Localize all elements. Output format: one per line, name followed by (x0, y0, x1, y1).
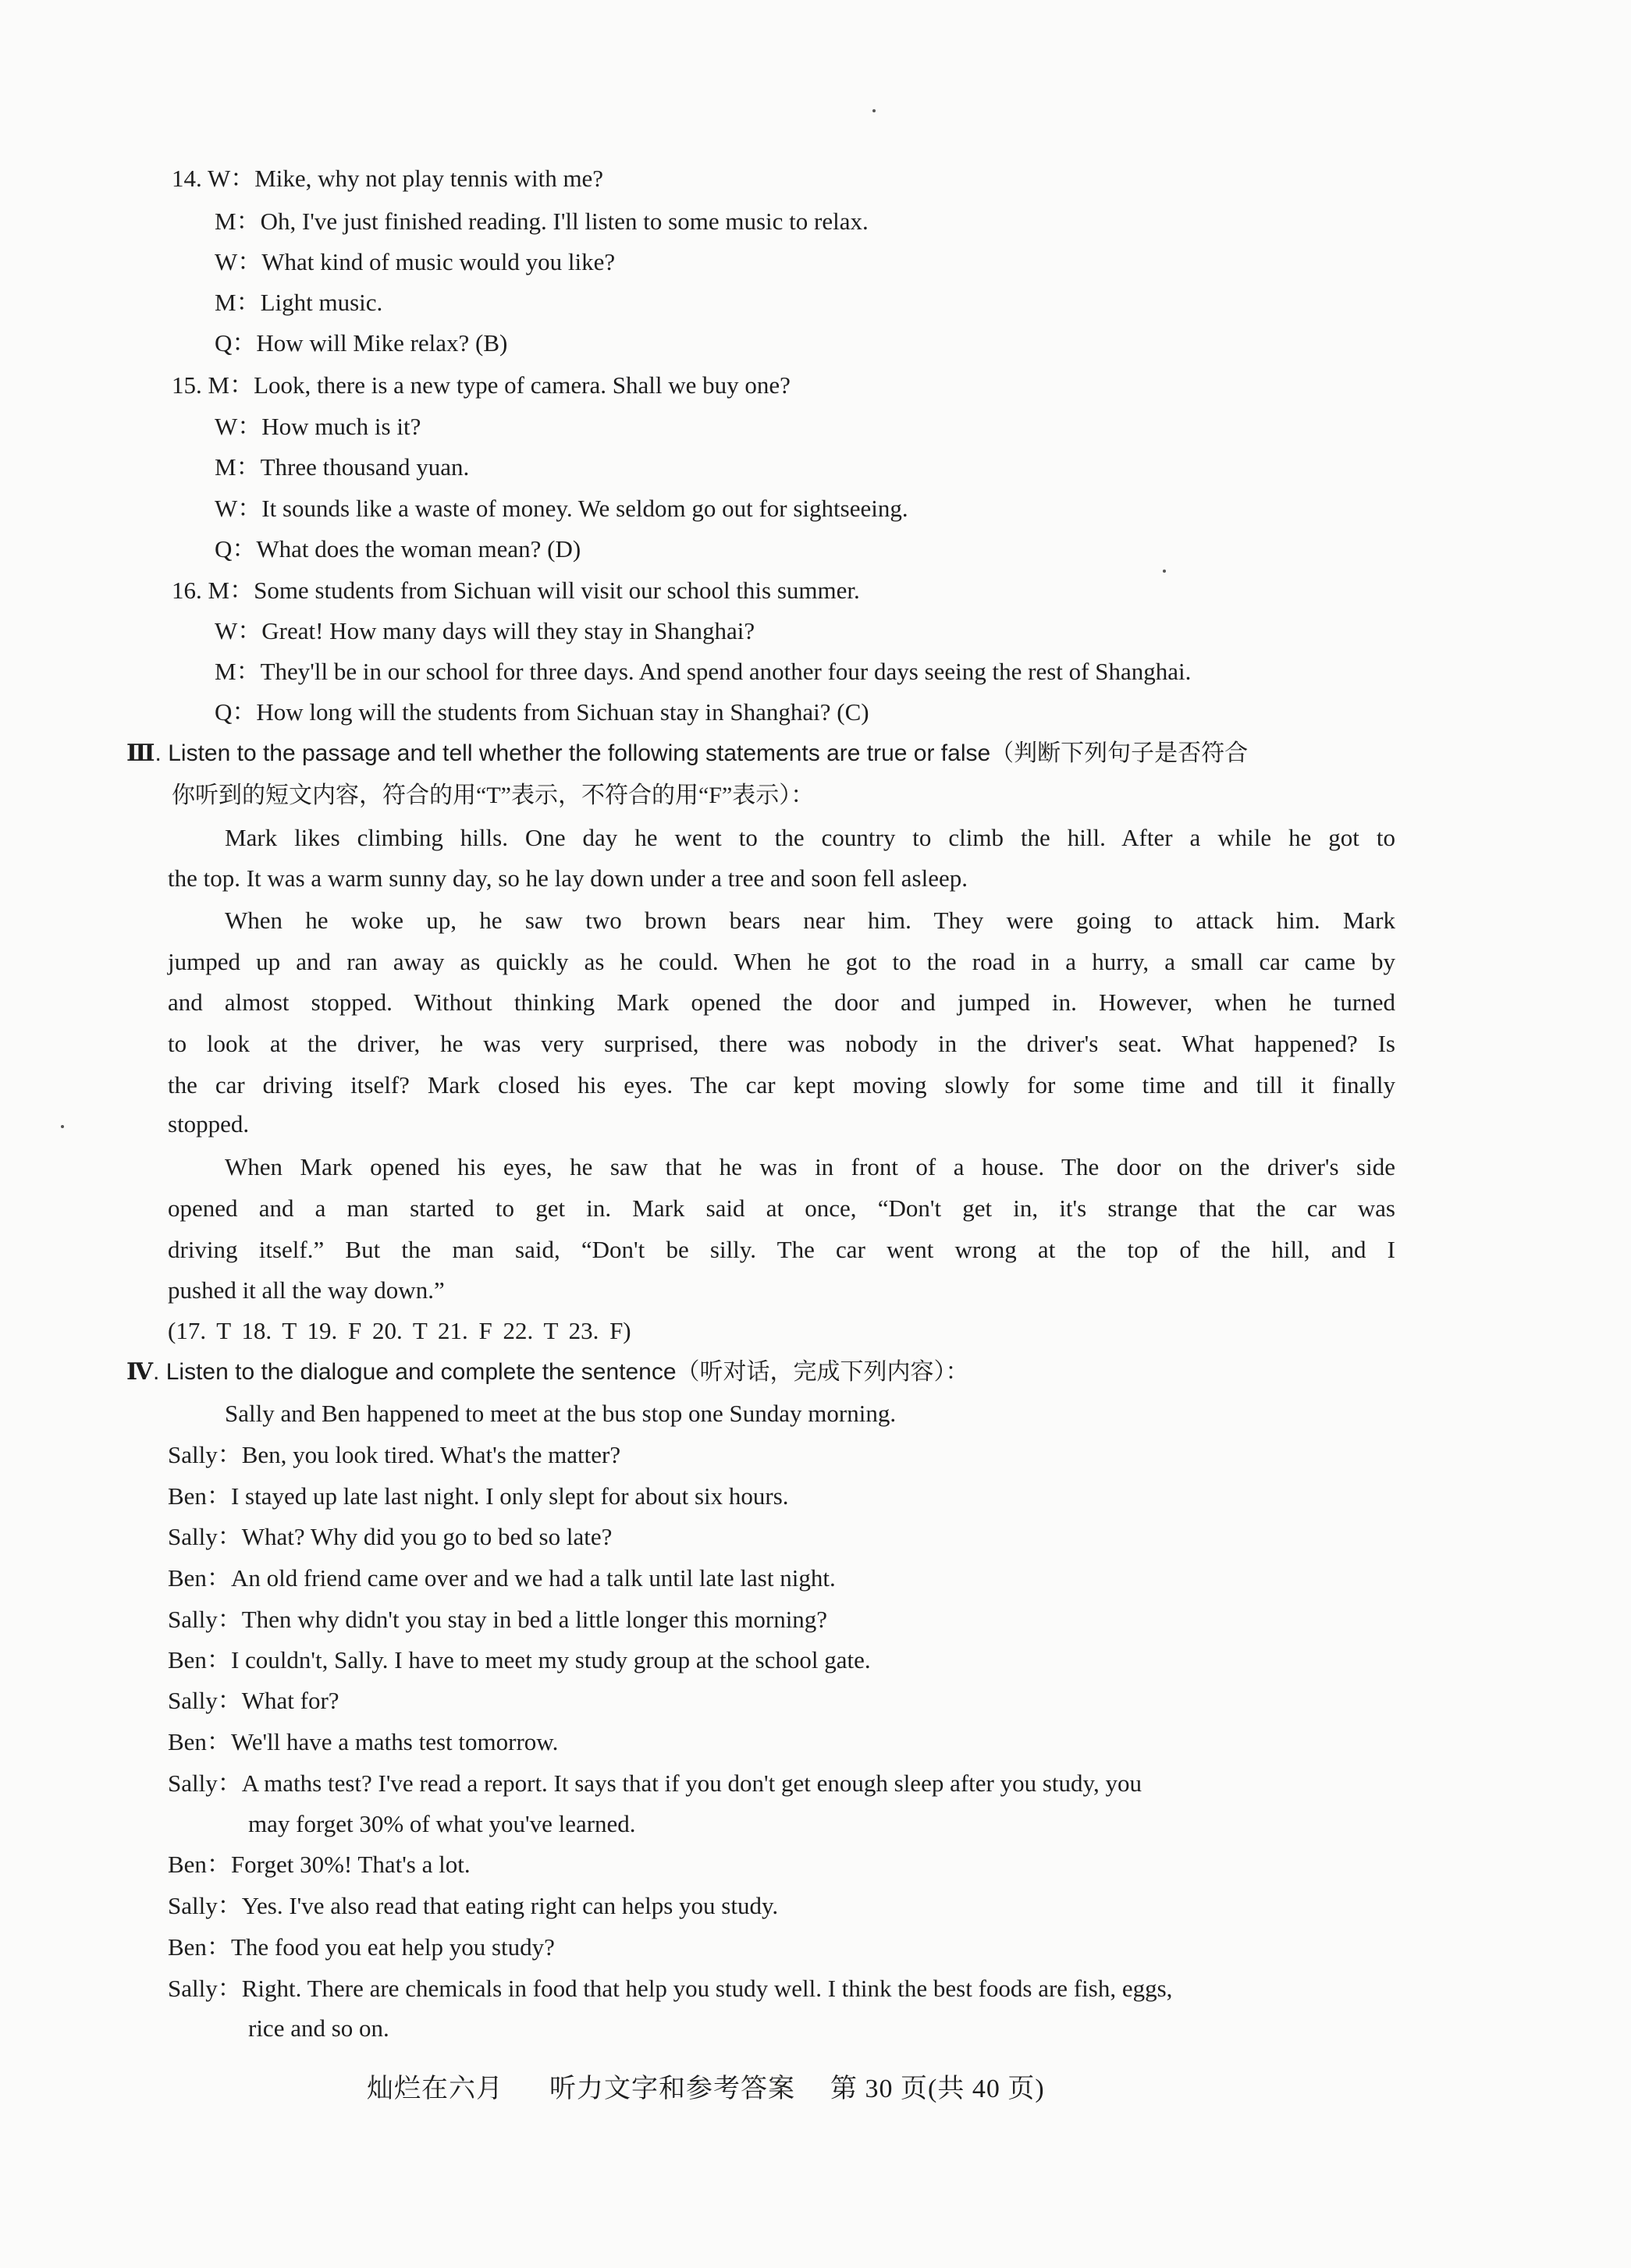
page-footer (367, 2072, 1045, 2107)
passage-line: the top. It was a warm sunny day, so he lay down under a tree and soon fell asleep. (168, 864, 968, 892)
dialogue-text: Mike, why not play tennis with me? (254, 165, 604, 192)
dialogue-text: How will Mike relax? (B) (256, 329, 508, 357)
dialogue-text: What kind of music would you like? (261, 248, 616, 275)
speaker-label: Ben： (168, 1646, 231, 1673)
q14-line-2 (215, 206, 869, 237)
dialogue-line (168, 1768, 1142, 1799)
q16-line-3 (215, 656, 1191, 687)
speaker-label: Sally： (168, 1975, 242, 2002)
dialogue-text: An old friend came over and we had a talk until late last night. (230, 1564, 836, 1592)
dialogue-text: What? Why did you go to bed so late? (241, 1523, 613, 1550)
dialogue-line (168, 1521, 612, 1553)
passage-line: Mark likes climbing hills. One day he went to the country to climb the hill. After a while he got to (225, 824, 1395, 851)
speaker-label: Sally： (168, 1441, 242, 1468)
dialogue-text: I stayed up late last night. I only slept for about six hours. (230, 1482, 789, 1510)
dialogue-line (168, 1932, 555, 1963)
speaker-label: Sally： (168, 1892, 242, 1919)
dialogue-text: I couldn't, Sally. I have to meet my study group at the school gate. (230, 1646, 871, 1673)
speaker-label: Sally： (168, 1687, 242, 1714)
q15-line-2 (215, 411, 421, 442)
q14-line-1 (172, 163, 603, 194)
dialogue-line (168, 1973, 1172, 2004)
dialogue-continuation: rice and so on. (248, 2014, 389, 2042)
dialogue-text: Light music. (260, 289, 383, 316)
q16-line-1 (172, 575, 860, 606)
footer-section-title: 听力文字和参考答案 (549, 2075, 795, 2103)
footer-book-title: 灿烂在六月 (367, 2075, 503, 2103)
section-heading-en: . Listen to the passage and tell whether the following statements are true or false (155, 740, 991, 766)
speaker-label: M： (215, 289, 261, 316)
dialogue-line (168, 1849, 471, 1880)
dialogue-line (168, 1890, 778, 1922)
footer-page-number: 第 30 页(共 40 页) (830, 2075, 1045, 2103)
q14-line-3 (215, 247, 615, 278)
speaker-label: Sally： (168, 1523, 242, 1550)
dialogue-text: Then why didn't you stay in bed a little longer this morning? (241, 1606, 828, 1633)
speaker-label: Ben： (168, 1482, 231, 1510)
dialogue-text: Forget 30%! That's a lot. (230, 1851, 471, 1878)
section-heading-en: . Listen to the dialogue and complete the sentence (153, 1359, 677, 1385)
dialogue-line (168, 1685, 339, 1716)
dialogue-line (168, 1727, 558, 1758)
passage-line: the car driving itself? Mark closed his eyes. The car kept moving slowly for some time and till it finally (168, 1071, 1395, 1099)
section-heading-cn: （判断下列句子是否符合 (990, 740, 1249, 766)
speaker-label: M： (215, 453, 261, 481)
speaker-label: W： (215, 248, 262, 275)
speaker-label: M： (208, 577, 254, 604)
speaker-label: W： (207, 165, 255, 192)
passage-line: pushed it all the way down.” (168, 1276, 445, 1304)
speaker-label: W： (215, 617, 262, 644)
speaker-label: W： (215, 495, 262, 522)
dialogue-text: It sounds like a waste of money. We seldom go out for sightseeing. (261, 495, 908, 522)
q14-line-5 (215, 328, 507, 359)
dialogue-continuation: may forget 30% of what you've learned. (248, 1810, 636, 1837)
dialogue-text: They'll be in our school for three days. And spend another four days seeing the rest of Shanghai. (260, 658, 1192, 685)
passage-line: stopped. (168, 1110, 250, 1138)
speaker-label: Ben： (168, 1564, 231, 1592)
dialogue-text: Great! How many days will they stay in Shanghai? (261, 617, 755, 644)
dialogue-text: We'll have a maths test tomorrow. (230, 1728, 559, 1755)
passage-line: When he woke up, he saw two brown bears near him. They were going to attack him. Mark (225, 907, 1395, 934)
speaker-label: M： (208, 371, 254, 399)
question-number: 14. (172, 165, 202, 192)
speaker-label: Q： (215, 698, 257, 726)
section-numeral: Ⅳ (126, 1359, 154, 1385)
speaker-label: Q： (215, 329, 257, 357)
question-number: 15. (172, 371, 202, 399)
section-heading-cn: 你听到的短文内容，符合的用“T”表示，不符合的用“F”表示）： (172, 783, 815, 808)
dialogue-text: A maths test? I've read a report. It says that if you don't get enough sleep after you study, you (241, 1769, 1142, 1797)
dialogue-text: Right. There are chemicals in food that help you study well. I think the best foods are fish, eggs, (241, 1975, 1173, 2002)
dialogue-intro: Sally and Ben happened to meet at the bus stop one Sunday morning. (225, 1400, 897, 1427)
dialogue-line (168, 1439, 620, 1471)
dialogue-text: How long will the students from Sichuan stay in Shanghai? (C) (256, 698, 869, 726)
dialogue-line (168, 1645, 871, 1676)
section-4-heading (126, 1357, 969, 1388)
dialogue-text: Oh, I've just finished reading. I'll listen to some music to relax. (260, 208, 869, 235)
speaker-label: Ben： (168, 1933, 231, 1961)
speaker-label: M： (215, 208, 261, 235)
scan-speck (872, 109, 876, 112)
speaker-label: Ben： (168, 1728, 231, 1755)
dialogue-line (168, 1481, 789, 1512)
dialogue-text: Yes. I've also read that eating right can helps you study. (241, 1892, 779, 1919)
dialogue-text: Look, there is a new type of camera. Shall we buy one? (254, 371, 791, 399)
speaker-label: Sally： (168, 1606, 242, 1633)
q16-line-2 (215, 616, 755, 647)
passage-line: and almost stopped. Without thinking Mark opened the door and jumped in. However, when he turned (168, 988, 1395, 1016)
dialogue-text: What does the woman mean? (D) (256, 535, 581, 563)
q15-line-3 (215, 452, 469, 483)
dialogue-text: The food you eat help you study? (230, 1933, 555, 1961)
passage-line: jumped up and ran away as quickly as he could. When he got to the road in a hurry, a small car came by (168, 948, 1395, 975)
section-numeral: Ⅲ (126, 740, 155, 766)
speaker-label: W： (215, 413, 262, 440)
section-3-heading-cont (172, 780, 814, 811)
speaker-label: M： (215, 658, 261, 685)
dialogue-text: How much is it? (261, 413, 421, 440)
answer-key: (17. T 18. T 19. F 20. T 21. F 22. T 23. F) (168, 1317, 631, 1344)
passage-line: When Mark opened his eyes, he saw that he was in front of a house. The door on the driver's side (225, 1153, 1395, 1180)
dialogue-text: Ben, you look tired. What's the matter? (241, 1441, 621, 1468)
speaker-label: Sally： (168, 1769, 242, 1797)
dialogue-text: Three thousand yuan. (260, 453, 470, 481)
dialogue-line (168, 1563, 836, 1594)
q15-line-5 (215, 534, 581, 565)
q14-line-4 (215, 287, 382, 318)
scan-speck (61, 1125, 64, 1128)
question-number: 16. (172, 577, 202, 604)
scan-speck (1163, 570, 1166, 573)
speaker-label: Q： (215, 535, 257, 563)
passage-line: to look at the driver, he was very surprised, there was nobody in the driver's seat. What happened? Is (168, 1030, 1395, 1057)
speaker-label: Ben： (168, 1851, 231, 1878)
section-heading-cn: （听对话，完成下列内容）： (676, 1359, 969, 1385)
q16-line-4 (215, 697, 869, 728)
q15-line-1 (172, 370, 791, 401)
section-3-heading (126, 738, 1248, 769)
dialogue-text: Some students from Sichuan will visit our school this summer. (254, 577, 860, 604)
dialogue-text: What for? (241, 1687, 339, 1714)
q15-line-4 (215, 493, 908, 524)
dialogue-line (168, 1604, 827, 1635)
passage-line: opened and a man started to get in. Mark said at once, “Don't get in, it's strange that the car was (168, 1194, 1395, 1222)
passage-line: driving itself.” But the man said, “Don't be silly. The car went wrong at the top of the hill, and I (168, 1236, 1395, 1263)
